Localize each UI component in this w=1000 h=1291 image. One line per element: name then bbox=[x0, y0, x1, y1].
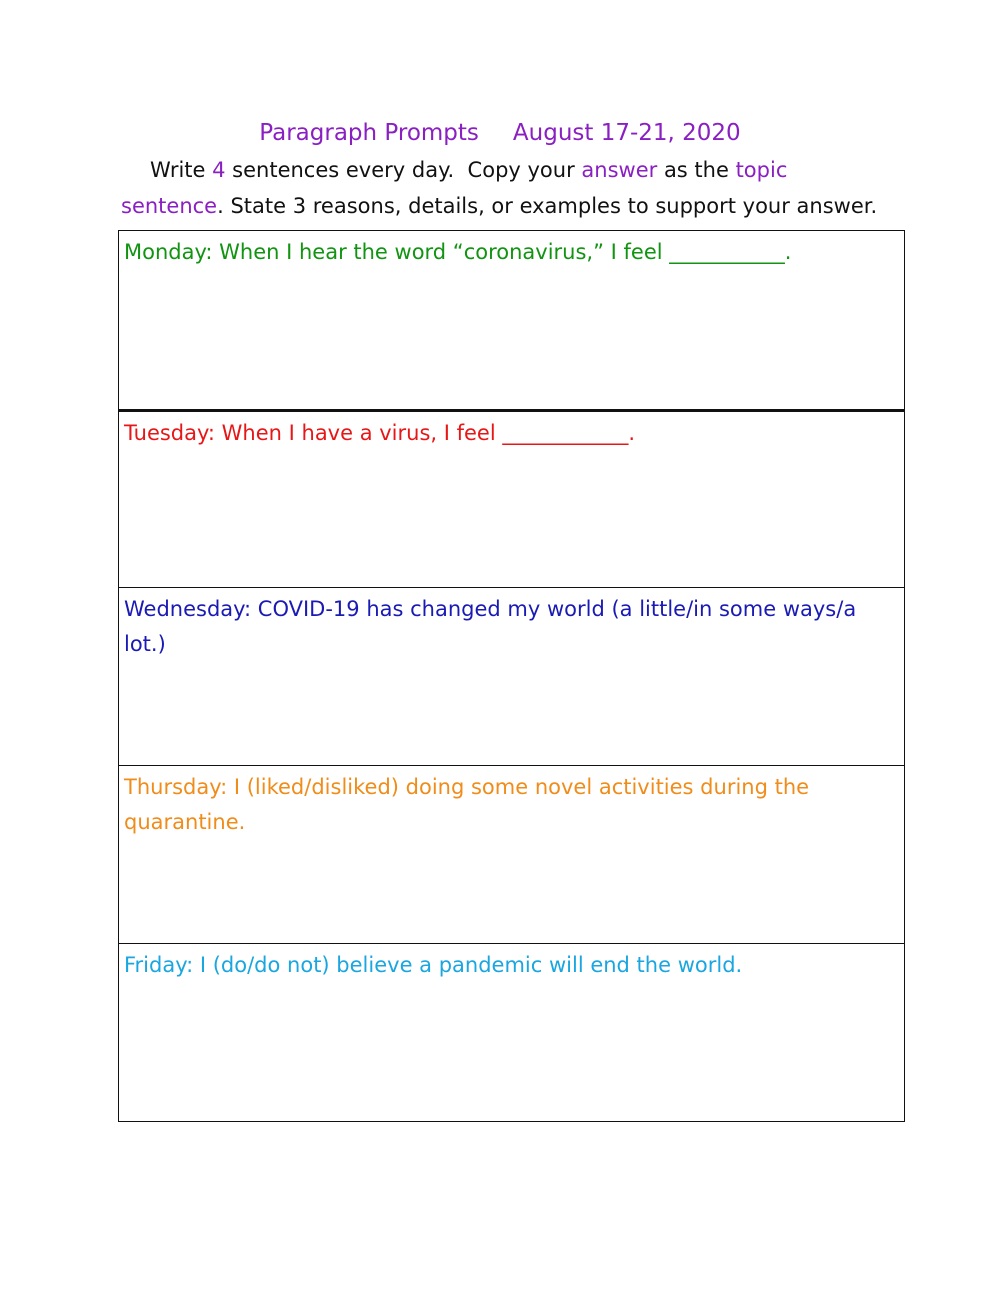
prompt-table bbox=[118, 230, 905, 1122]
instructions-line-2 bbox=[121, 194, 877, 218]
title-text: Paragraph Prompts bbox=[259, 120, 479, 146]
thursday-prompt: Thursday: I (liked/disliked) doing some novel activities during the quarantine. bbox=[124, 775, 810, 834]
instr-text: . State 3 reasons, details, or examples to support your answer. bbox=[217, 194, 878, 218]
wednesday-prompt: Wednesday: COVID-19 has changed my world (a little/in some ways/a lot.) bbox=[124, 597, 857, 656]
worksheet-title bbox=[0, 120, 1000, 146]
highlight-answer: answer bbox=[581, 158, 658, 182]
tuesday-cell[interactable] bbox=[119, 409, 904, 587]
instr-text: as the bbox=[657, 158, 736, 182]
sentence-count: 4 bbox=[212, 158, 226, 182]
title-date: August 17-21, 2020 bbox=[512, 120, 741, 146]
tuesday-prompt: Tuesday: When I have a virus, I feel ____________. bbox=[124, 421, 636, 445]
highlight-topic: topic bbox=[735, 158, 788, 182]
friday-cell[interactable] bbox=[119, 943, 904, 1121]
instr-text: sentences every day. Copy your bbox=[225, 158, 582, 182]
friday-prompt: Friday: I (do/do not) believe a pandemic will end the world. bbox=[124, 953, 743, 977]
instr-text: Write bbox=[150, 158, 213, 182]
monday-cell[interactable] bbox=[119, 231, 904, 409]
instructions-line-1 bbox=[150, 158, 787, 182]
wednesday-cell[interactable] bbox=[119, 587, 904, 765]
monday-prompt: Monday: When I hear the word “coronavirus,” I feel ___________. bbox=[124, 240, 792, 264]
thursday-cell[interactable] bbox=[119, 765, 904, 943]
highlight-sentence: sentence bbox=[121, 194, 218, 218]
